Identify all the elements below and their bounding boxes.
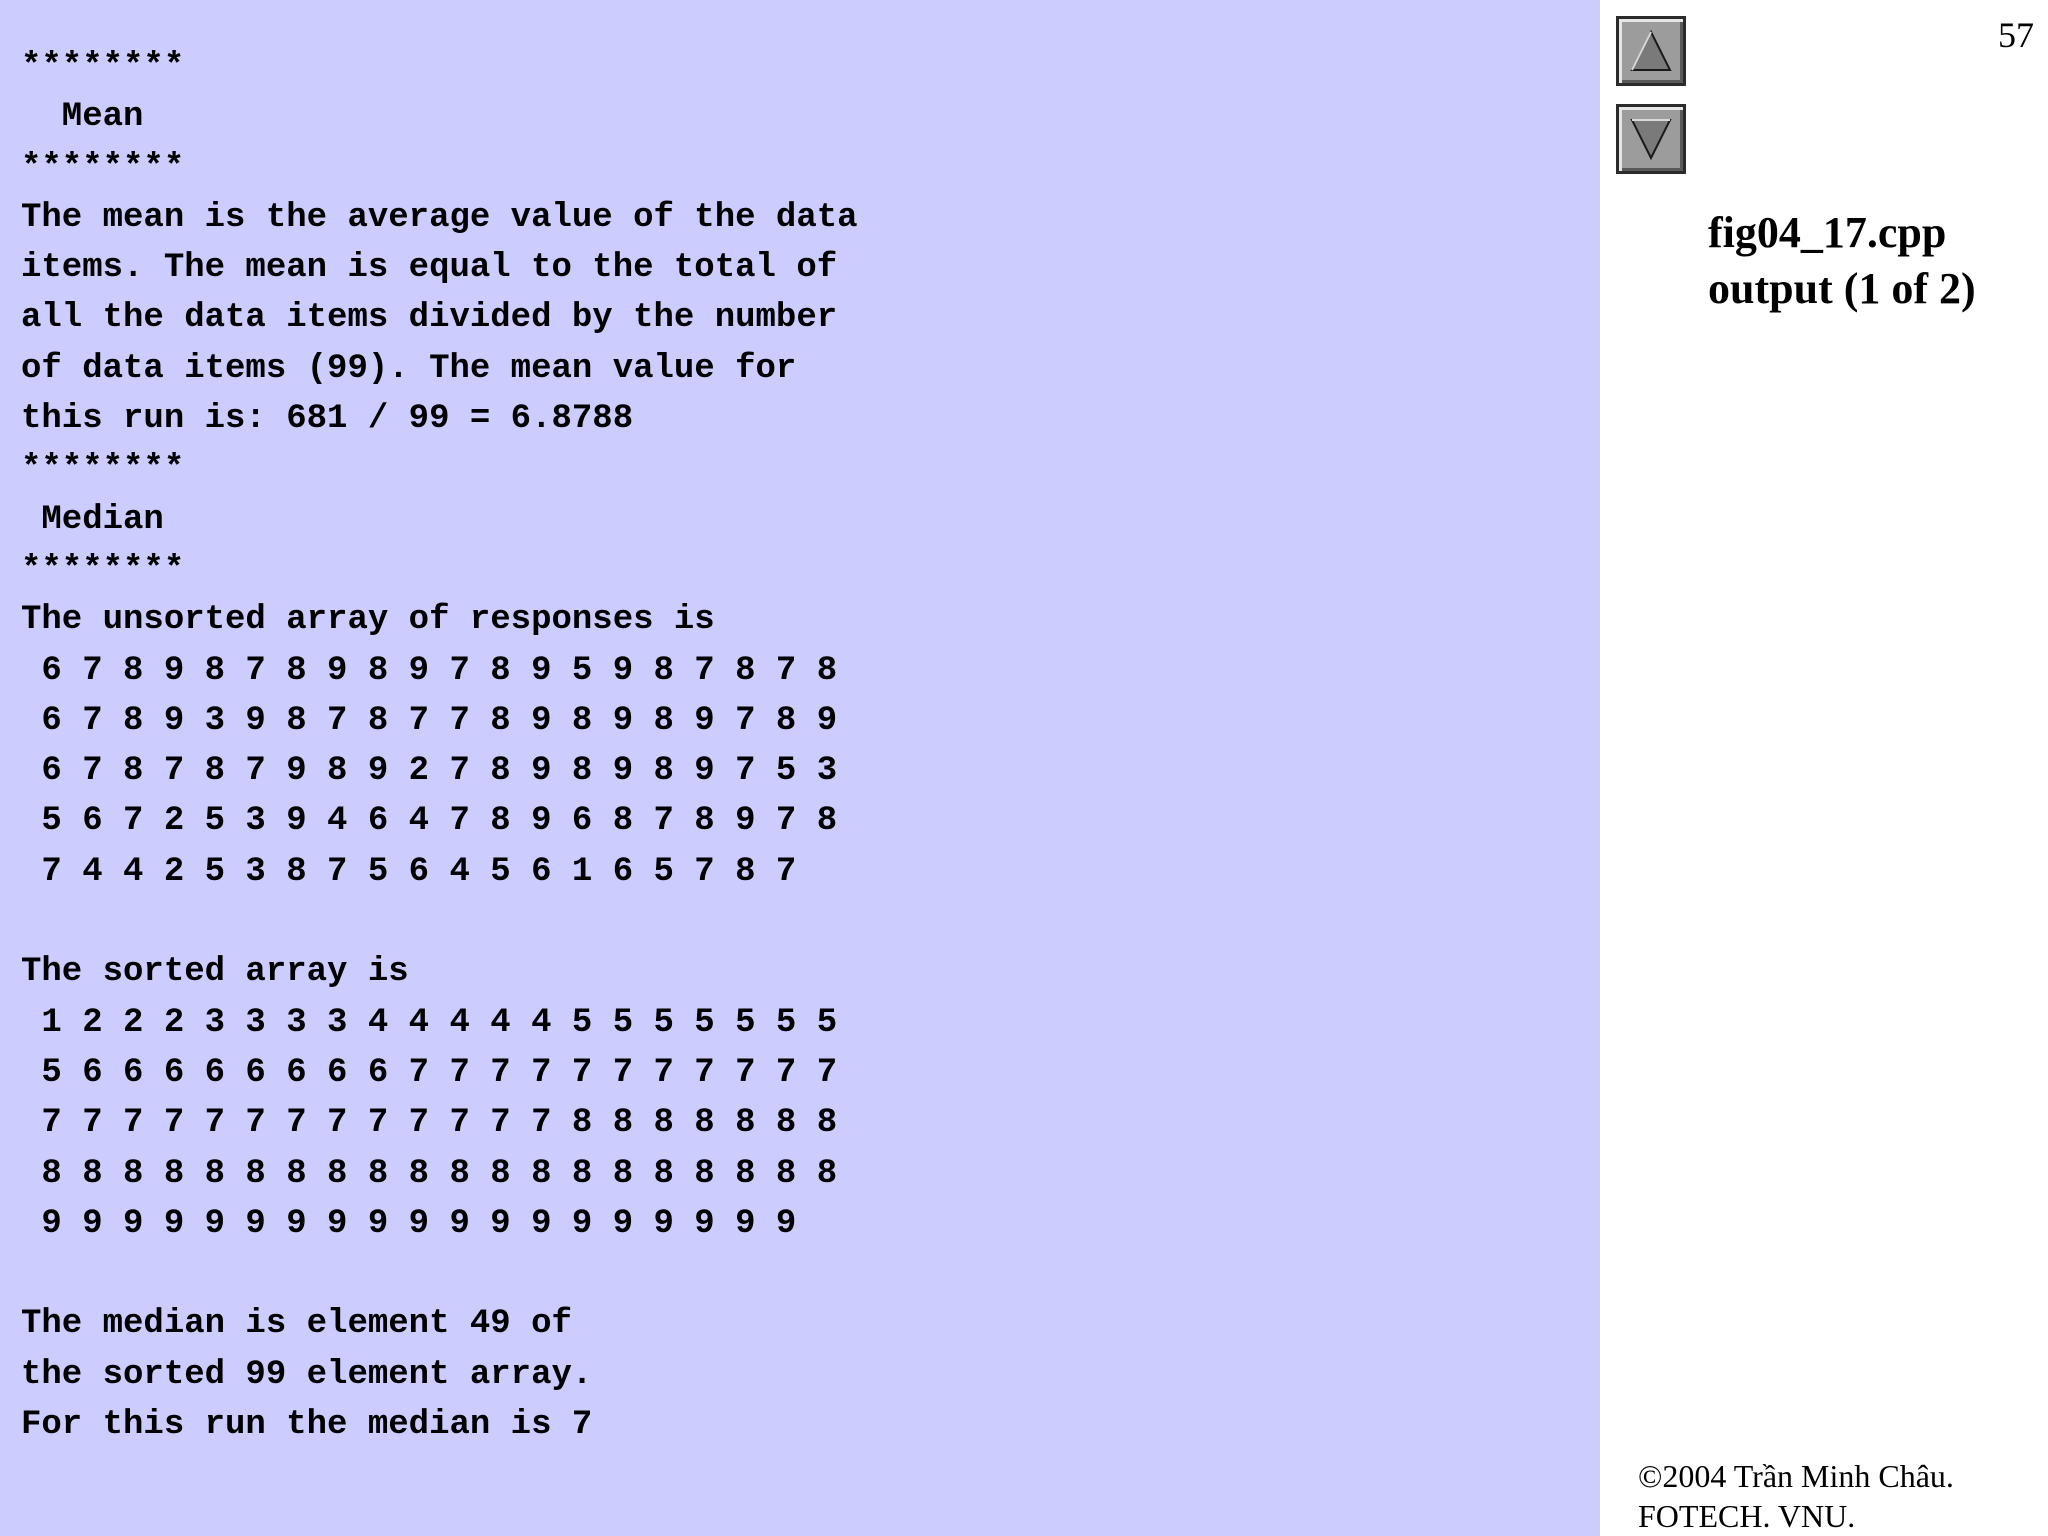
- output-line: 5 6 6 6 6 6 6 6 6 7 7 7 7 7 7 7 7 7 7 7: [21, 1053, 838, 1092]
- output-line: Mean: [21, 98, 144, 137]
- output-line: this run is: 681 / 99 = 6.8788: [21, 400, 634, 439]
- caption-filename: fig04_17.cpp: [1708, 208, 1947, 257]
- output-line: items. The mean is equal to the total of: [21, 249, 838, 288]
- copyright-line: ©2004 Trần Minh Châu.: [1638, 1458, 1954, 1494]
- triangle-down-icon: [1628, 116, 1674, 162]
- output-line: The sorted array is: [21, 953, 409, 992]
- next-slide-button[interactable]: [1616, 104, 1686, 174]
- output-line: ********: [21, 148, 185, 187]
- organization-line: FOTECH. VNU.: [1638, 1498, 1856, 1534]
- output-line: 9 9 9 9 9 9 9 9 9 9 9 9 9 9 9 9 9 9 9: [21, 1204, 797, 1243]
- triangle-up-icon: [1628, 28, 1674, 74]
- copyright-notice: [1638, 1456, 1954, 1536]
- output-line: Median: [21, 500, 164, 539]
- page-number: 57: [1998, 15, 2034, 55]
- previous-slide-button[interactable]: [1616, 16, 1686, 86]
- output-line: 5 6 7 2 5 3 9 4 6 4 7 8 9 6 8 7 8 9 7 8: [21, 802, 838, 841]
- slide-caption: [1708, 205, 1976, 317]
- output-line: The unsorted array of responses is: [21, 601, 715, 640]
- output-line: 8 8 8 8 8 8 8 8 8 8 8 8 8 8 8 8 8 8 8 8: [21, 1154, 838, 1193]
- caption-subtitle: output (1 of 2): [1708, 264, 1976, 313]
- output-line: ********: [21, 550, 185, 589]
- output-line: all the data items divided by the number: [21, 299, 838, 338]
- output-line: The mean is the average value of the data: [21, 198, 858, 237]
- output-line: the sorted 99 element array.: [21, 1355, 593, 1394]
- output-line: 1 2 2 2 3 3 3 3 4 4 4 4 4 5 5 5 5 5 5 5: [21, 1003, 838, 1042]
- output-line: 6 7 8 9 3 9 8 7 8 7 7 8 9 8 9 8 9 7 8 9: [21, 701, 838, 740]
- output-line: ********: [21, 450, 185, 489]
- output-line: For this run the median is 7: [21, 1406, 593, 1445]
- output-line: 7 7 7 7 7 7 7 7 7 7 7 7 7 8 8 8 8 8 8 8: [21, 1104, 838, 1143]
- output-line: 6 7 8 9 8 7 8 9 8 9 7 8 9 5 9 8 7 8 7 8: [21, 651, 838, 690]
- output-line: of data items (99). The mean value for: [21, 349, 797, 388]
- output-line: The median is element 49 of: [21, 1305, 572, 1344]
- output-line: ********: [21, 48, 185, 86]
- output-line: [21, 897, 858, 947]
- output-line: 6 7 8 7 8 7 9 8 9 2 7 8 9 8 9 8 9 7 5 3: [21, 752, 838, 791]
- program-output-text: [21, 42, 858, 1450]
- output-line: [21, 1249, 858, 1299]
- output-line: 7 4 4 2 5 3 8 7 5 6 4 5 6 1 6 5 7 8 7: [21, 852, 797, 891]
